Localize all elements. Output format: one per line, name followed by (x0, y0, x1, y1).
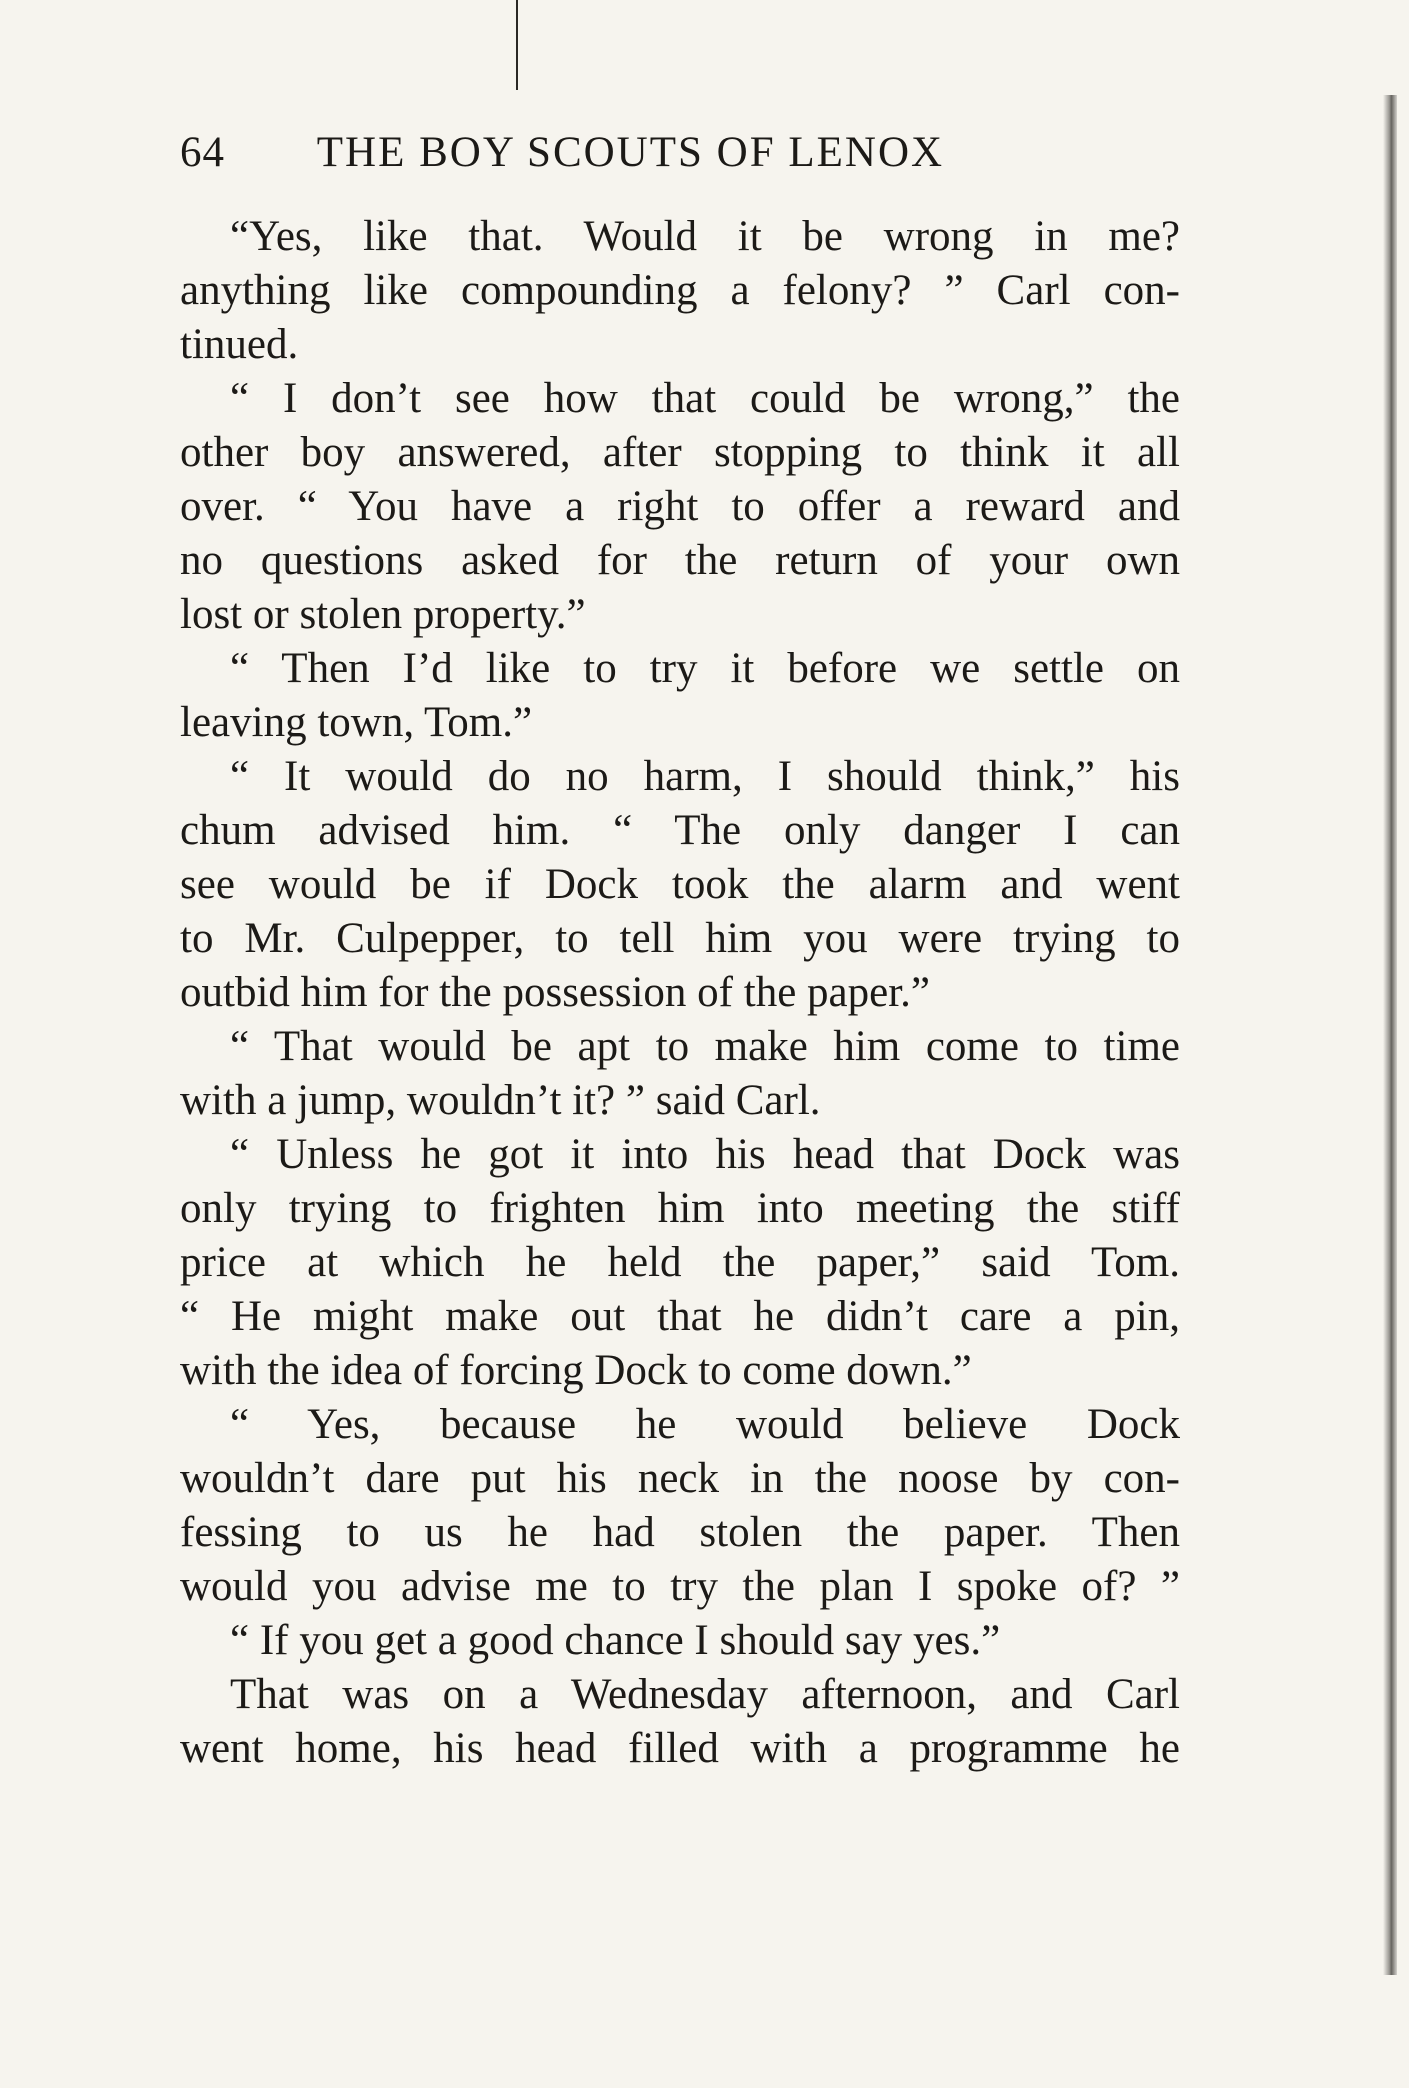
text-line: with the idea of forcing Dock to come down.” (180, 1347, 972, 1394)
text-line: over. “ You have a right to offer a reward and (180, 483, 1180, 530)
text-line: with a jump, wouldn’t it? ” said Carl. (180, 1077, 821, 1124)
page-number: 64 (180, 129, 225, 176)
text-line: outbid him for the possession of the paper.” (180, 969, 930, 1016)
text-line: anything like compounding a felony? ” Carl con- (180, 267, 1180, 314)
body-text (180, 210, 1180, 1776)
text-line: “ It would do no harm, I should think,” his (230, 753, 1180, 800)
text-line: would you advise me to try the plan I spoke of? ” (180, 1563, 1180, 1610)
text-line: wouldn’t dare put his neck in the noose by con- (180, 1455, 1180, 1502)
page-header (180, 128, 1180, 188)
text-line: chum advised him. “ The only danger I can (180, 807, 1180, 854)
text-line: lost or stolen property.” (180, 591, 586, 638)
text-line: fessing to us he had stolen the paper. Then (180, 1509, 1180, 1556)
text-line: “ If you get a good chance I should say yes.” (230, 1617, 1001, 1664)
text-line: other boy answered, after stopping to think it all (180, 429, 1180, 476)
text-line: no questions asked for the return of your own (180, 537, 1180, 584)
text-line: to Mr. Culpepper, to tell him you were trying to (180, 915, 1180, 962)
text-line: “ Yes, because he would believe Dock (230, 1401, 1180, 1448)
text-line: leaving town, Tom.” (180, 699, 533, 746)
text-line: “ Unless he got it into his head that Dock was (230, 1131, 1180, 1178)
text-line: “ I don’t see how that could be wrong,” the (230, 375, 1180, 422)
text-line: tinued. (180, 321, 299, 368)
text-line: “ Then I’d like to try it before we settle on (230, 645, 1180, 692)
text-line: only trying to frighten him into meeting the stiff (180, 1185, 1180, 1232)
text-line: “ He might make out that he didn’t care a pin, (180, 1293, 1180, 1340)
top-gutter-rule (516, 0, 518, 90)
text-line: “ That would be apt to make him come to time (230, 1023, 1180, 1070)
running-title: THE BOY SCOUTS OF LENOX (316, 129, 945, 176)
text-line: That was on a Wednesday afternoon, and Carl (230, 1671, 1180, 1718)
page-edge-shadow (1383, 95, 1397, 1975)
text-line: see would be if Dock took the alarm and went (180, 861, 1180, 908)
text-line: went home, his head filled with a programme he (180, 1725, 1180, 1772)
text-line: “Yes, like that. Would it be wrong in me? (230, 213, 1180, 260)
text-line: price at which he held the paper,” said Tom. (180, 1239, 1180, 1286)
